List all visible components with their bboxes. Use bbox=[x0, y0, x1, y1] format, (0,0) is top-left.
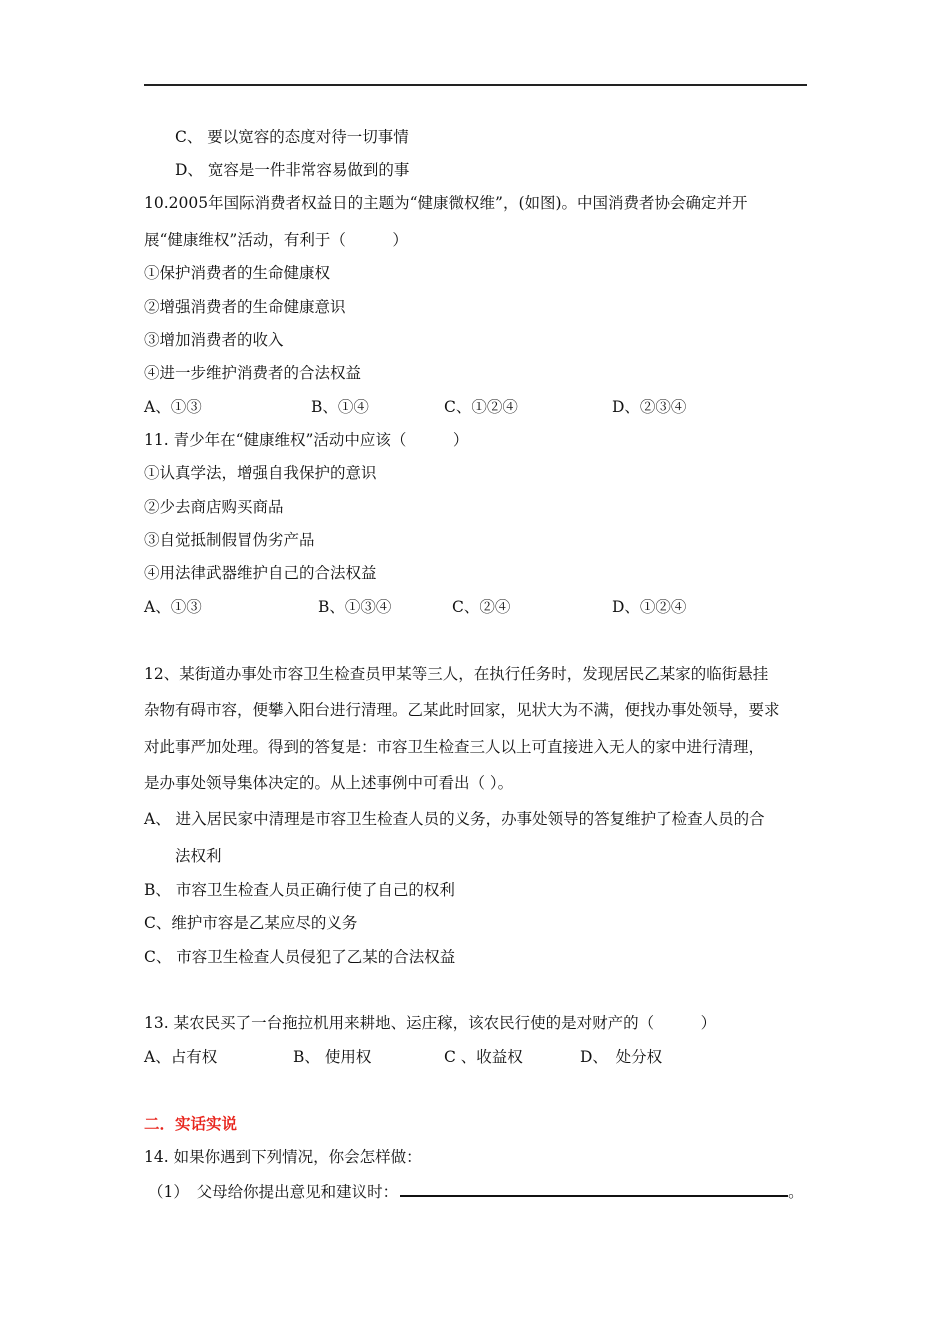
q13-option-d: D、 处分权 bbox=[580, 1048, 663, 1066]
q10-option-d: D、②③④ bbox=[612, 398, 687, 416]
section-heading: 二．实话实说 bbox=[144, 1115, 238, 1133]
q14-item-1-end: 。 bbox=[788, 1183, 804, 1201]
q10-stem-line2: 展“健康维权”活动，有利于（ ） bbox=[144, 231, 408, 249]
q14-answer-blank[interactable] bbox=[400, 1181, 788, 1197]
q13-option-a: A、占有权 bbox=[144, 1048, 218, 1066]
q9-option-d: D、 宽容是一件非常容易做到的事 bbox=[175, 161, 410, 179]
q13-option-b: B、 使用权 bbox=[293, 1048, 372, 1066]
q12-option-c: C、维护市容是乙某应尽的义务 bbox=[144, 914, 358, 932]
q10-item-4: ④进一步维护消费者的合法权益 bbox=[144, 364, 362, 382]
q10-option-c: C、①②④ bbox=[444, 398, 518, 416]
q11-item-4: ④用法律武器维护自己的合法权益 bbox=[144, 564, 377, 582]
q10-item-3: ③增加消费者的收入 bbox=[144, 331, 284, 349]
header-rule bbox=[144, 84, 807, 86]
q12-stem-line1: 12、某街道办事处市容卫生检查员甲某等三人，在执行任务时，发现居民乙某家的临街悬挂 bbox=[144, 665, 769, 683]
q12-option-c-second: C、 市容卫生检查人员侵犯了乙某的合法权益 bbox=[144, 948, 456, 966]
q14-stem: 14. 如果你遇到下列情况，你会怎样做： bbox=[144, 1148, 422, 1166]
q11-stem: 11. 青少年在“健康维权”活动中应该（ ） bbox=[144, 431, 469, 449]
q10-item-2: ②增强消费者的生命健康意识 bbox=[144, 298, 346, 316]
q12-stem-line3: 对此事严加处理。得到的答复是：市容卫生检查三人以上可直接进入无人的家中进行清理， bbox=[144, 738, 765, 756]
q10-option-a: A、①③ bbox=[144, 398, 202, 416]
q11-item-2: ②少去商店购买商品 bbox=[144, 498, 284, 516]
q12-stem-line2: 杂物有碍市容，便攀入阳台进行清理。乙某此时回家，见状大为不满，便找办事处领导，要求 bbox=[144, 701, 780, 719]
q11-option-d: D、①②④ bbox=[612, 598, 687, 616]
q11-option-c: C、②④ bbox=[452, 598, 511, 616]
q13-stem: 13. 某农民买了一台拖拉机用来耕地、运庄稼，该农民行使的是对财产的（ ） bbox=[144, 1014, 717, 1032]
q10-stem-line1: 10.2005年国际消费者权益日的主题为“健康微权维”，(如图)。中国消费者协会确定并开 bbox=[144, 194, 748, 212]
q11-item-3: ③自觉抵制假冒伪劣产品 bbox=[144, 531, 315, 549]
q11-option-a: A、①③ bbox=[144, 598, 202, 616]
q12-option-a-line1: A、 进入居民家中清理是市容卫生检查人员的义务，办事处领导的答复维护了检查人员的合 bbox=[144, 810, 765, 828]
q14-item-1 bbox=[148, 1181, 804, 1202]
q13-option-c: C 、收益权 bbox=[444, 1048, 523, 1066]
q11-option-b: B、①③④ bbox=[318, 598, 392, 616]
q9-option-c: C、 要以宽容的态度对待一切事情 bbox=[175, 128, 409, 146]
q12-option-a-line2: 法权利 bbox=[175, 847, 222, 865]
q12-option-b: B、 市容卫生检查人员正确行使了自己的权利 bbox=[144, 881, 455, 899]
q12-stem-line4: 是办事处领导集体决定的。从上述事例中可看出（ ）。 bbox=[144, 774, 514, 792]
q10-item-1: ①保护消费者的生命健康权 bbox=[144, 264, 331, 282]
q10-option-b: B、①④ bbox=[311, 398, 369, 416]
q11-item-1: ①认真学法，增强自我保护的意识 bbox=[144, 464, 377, 482]
q14-item-1-label: （1） 父母给你提出意见和建议时： bbox=[148, 1183, 399, 1201]
